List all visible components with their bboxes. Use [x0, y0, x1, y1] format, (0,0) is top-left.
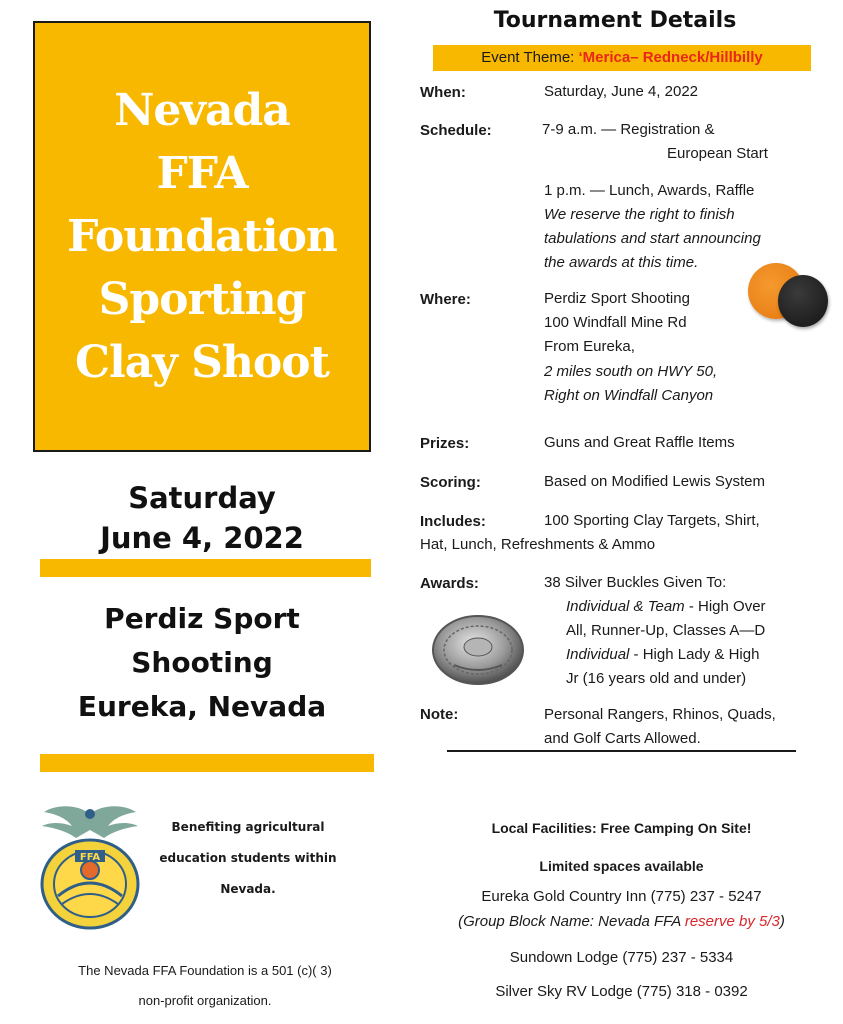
facility-inn: Eureka Gold Country Inn (775) 237 - 5247: [481, 888, 762, 905]
tournament-details-title: Tournament Details: [493, 8, 737, 33]
awards-line-4-italic: Individual: [566, 646, 630, 663]
title-line-2: FFA: [156, 148, 248, 199]
benefit-line-1: Benefiting agricultural: [171, 820, 325, 834]
left-column: [0, 0, 400, 1024]
date-day: Saturday: [128, 481, 276, 515]
facilities-limited: Limited spaces available: [539, 858, 704, 874]
awards-line-4: [566, 643, 759, 667]
group-block-text: (Group Block Name: Nevada FFA: [458, 913, 685, 930]
schedule-note-1: We reserve the right to finish: [544, 206, 735, 223]
facilities-heading: Local Facilities: Free Camping On Site!: [491, 820, 752, 836]
awards-line-2: [566, 595, 766, 619]
title-line-1: Nevada: [114, 85, 290, 136]
section-divider: [447, 750, 796, 752]
note-label: Note:: [420, 706, 459, 723]
when-value: Saturday, June 4, 2022: [544, 83, 698, 100]
date-full: June 4, 2022: [100, 521, 304, 555]
facility-group-block: [400, 913, 843, 930]
venue-line-2: Shooting: [131, 646, 273, 679]
schedule-line-2: European Start: [667, 145, 768, 162]
benefit-line-3: Nevada.: [220, 882, 276, 896]
ffa-emblem-icon: [38, 800, 142, 930]
scoring-label: Scoring:: [420, 474, 481, 491]
divider-bar-bottom: [40, 754, 374, 772]
emblem-label: FFA: [79, 852, 101, 863]
right-column: [400, 0, 843, 1024]
includes-line-1: 100 Sporting Clay Targets, Shirt,: [544, 512, 760, 529]
where-label: Where:: [420, 291, 471, 308]
awards-label: Awards:: [420, 575, 479, 592]
where-line-4: 2 miles south on HWY 50,: [544, 363, 718, 380]
note-line-1: Personal Rangers, Rhinos, Quads,: [544, 706, 776, 723]
schedule-note-3: the awards at this time.: [544, 254, 699, 271]
where-line-5: Right on Windfall Canyon: [544, 387, 714, 404]
schedule-line-3: 1 p.m. — Lunch, Awards, Raffle: [544, 182, 755, 199]
divider-bar-top: [40, 559, 371, 577]
event-title-box: [33, 21, 371, 452]
where-line-3: From Eureka,: [544, 338, 635, 355]
venue-line-3: Eureka, Nevada: [77, 690, 327, 723]
title-line-4: Sporting: [98, 274, 306, 325]
includes-line-2: Hat, Lunch, Refreshments & Ammo: [420, 536, 656, 553]
where-line-2: 100 Windfall Mine Rd: [544, 314, 687, 331]
when-label: When:: [420, 84, 466, 101]
theme-value: ‘Merica– Redneck/Hillbilly: [578, 49, 763, 66]
nonprofit-line-1: The Nevada FFA Foundation is a 501 (c)( 3): [78, 963, 332, 978]
group-block-close: ): [779, 913, 785, 930]
title-line-5: Clay Shoot: [75, 337, 329, 388]
nonprofit-statement: [20, 956, 390, 1016]
event-theme-bar: [433, 45, 811, 71]
benefit-line-2: education students within: [159, 851, 337, 865]
schedule-line-1: 7-9 a.m. — Registration &: [542, 121, 715, 138]
benefit-text: [148, 812, 348, 905]
prizes-label: Prizes:: [420, 435, 470, 452]
title-line-3: Foundation: [67, 211, 337, 262]
event-date: [33, 478, 371, 558]
nonprofit-line-2: non-profit organization.: [138, 993, 272, 1008]
clay-target-black-icon: [778, 275, 828, 327]
prizes-value: Guns and Great Raffle Items: [544, 434, 735, 451]
schedule-note-2: tabulations and start announcing: [544, 230, 761, 247]
scoring-value: Based on Modified Lewis System: [544, 473, 765, 490]
awards-line-2-rest: - High Over: [684, 598, 766, 615]
where-line-1: Perdiz Sport Shooting: [544, 290, 690, 307]
facility-sundown: Sundown Lodge (775) 237 - 5334: [509, 949, 734, 966]
venue-line-1: Perdiz Sport: [104, 602, 300, 635]
awards-line-4-rest: - High Lady & High: [629, 646, 760, 663]
facility-silver-sky: Silver Sky RV Lodge (775) 318 - 0392: [495, 983, 748, 1000]
awards-line-5: Jr (16 years old and under): [566, 670, 747, 687]
awards-line-1: 38 Silver Buckles Given To:: [544, 574, 727, 591]
reserve-by-text: reserve by 5/3: [684, 913, 780, 930]
event-venue: [33, 597, 371, 729]
note-line-2: and Golf Carts Allowed.: [544, 730, 701, 747]
includes-label: Includes:: [420, 513, 486, 530]
theme-label: Event Theme:: [481, 49, 579, 66]
awards-line-3: All, Runner-Up, Classes A—D: [566, 622, 766, 639]
schedule-label: Schedule:: [420, 122, 492, 139]
silver-buckle-icon: [430, 613, 526, 687]
awards-line-2-italic: Individual & Team: [566, 598, 685, 615]
